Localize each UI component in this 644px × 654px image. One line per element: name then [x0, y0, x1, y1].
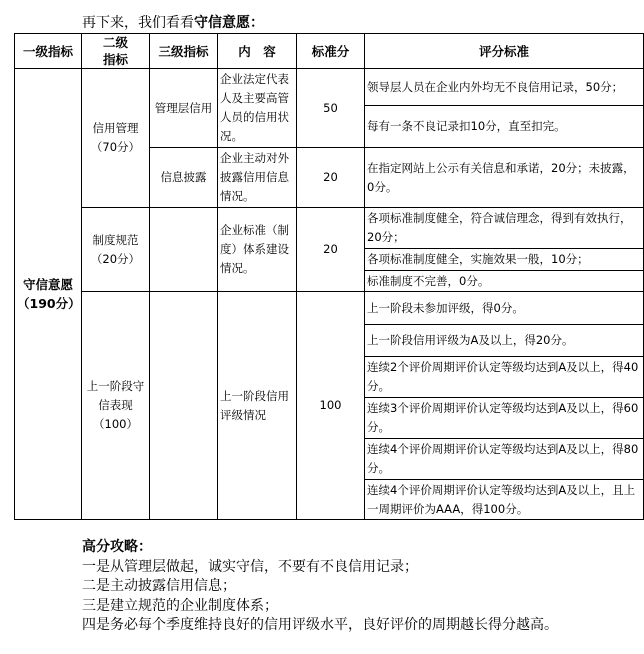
criteria-cell: 各项标准制度健全，实施效果一般，10分；	[365, 249, 644, 271]
tip-item: 三是建立规范的企业制度体系；	[82, 597, 278, 614]
level3-cell	[150, 292, 218, 520]
content-cell: 企业主动对外披露信用信息情况。	[218, 148, 297, 208]
criteria-cell: 连续4个评价周期评价认定等级均达到A及以上，得80分。	[365, 439, 644, 480]
level2-name: 信用管理	[92, 121, 139, 135]
header-content: 内 容	[218, 34, 297, 69]
level2-cell	[82, 292, 150, 520]
criteria-cell: 连续3个评价周期评价认定等级均达到A及以上，得60分。	[365, 398, 644, 439]
score-cell: 50	[297, 69, 365, 148]
level1-score: （190分）	[17, 296, 81, 311]
level3-cell: 管理层信用	[150, 69, 218, 148]
level3-cell	[150, 208, 218, 292]
level2-score: （100）	[93, 417, 138, 431]
level2-name: 制度规范	[92, 232, 139, 247]
criteria-cell: 在指定网站上公示有关信息和承诺，20分；未披露，0分。	[365, 148, 644, 208]
header-criteria: 评分标准	[365, 34, 644, 69]
level2-score: （70分）	[90, 140, 141, 154]
intro-bold: 守信意愿：	[194, 15, 264, 31]
level1-cell	[15, 69, 82, 520]
tips-title: 高分攻略：	[82, 539, 152, 555]
header-level3: 三级指标	[150, 34, 218, 69]
criteria-cell: 连续4个评价周期评价认定等级均达到A及以上，且上一周期评价为AAA，得100分。	[365, 480, 644, 520]
level3-cell: 信息披露	[150, 148, 218, 208]
level2-cell	[82, 69, 150, 208]
score-cell: 20	[297, 148, 365, 208]
level1-name: 守信意愿	[22, 277, 73, 292]
table-row	[15, 208, 644, 249]
tip-item: 二是主动披露信用信息；	[82, 578, 236, 595]
criteria-cell: 上一阶段未参加评级，得0分。	[365, 292, 644, 325]
content-cell: 企业法定代表人及主要高管人员的信用状况。	[218, 69, 297, 148]
intro-text	[82, 12, 264, 32]
table-row	[15, 292, 644, 325]
level2-name: 上一阶段守信表现	[86, 379, 145, 412]
scoring-table	[14, 33, 644, 520]
criteria-cell: 上一阶段信用评级为A及以上，得20分。	[365, 325, 644, 357]
table-row	[15, 69, 644, 106]
tips-section	[82, 538, 558, 636]
tip-item: 一是从管理层做起，诚实守信，不要有不良信用记录；	[82, 558, 418, 575]
level2-cell	[82, 208, 150, 292]
header-score: 标准分	[297, 34, 365, 69]
header-level2: 二级 指标	[82, 34, 150, 69]
header-row	[15, 34, 644, 69]
header-level1: 一级指标	[15, 34, 82, 69]
tip-item: 四是务必每个季度维持良好的信用评级水平，良好评价的周期越长得分越高。	[82, 617, 558, 634]
content-cell: 企业标准（制度）体系建设情况。	[218, 208, 297, 292]
criteria-cell: 每有一条不良记录扣10分，直至扣完。	[365, 106, 644, 148]
score-cell: 20	[297, 208, 365, 292]
criteria-cell: 连续2个评价周期评价认定等级均达到A及以上，得40分。	[365, 357, 644, 398]
criteria-cell: 各项标准制度健全，符合诚信理念，得到有效执行，20分；	[365, 208, 644, 249]
score-cell: 100	[297, 292, 365, 520]
level2-score: （20分）	[90, 251, 141, 266]
intro-prefix: 再下来，我们看看	[82, 15, 194, 31]
criteria-cell: 领导层人员在企业内外均无不良信用记录，50分；	[365, 69, 644, 106]
criteria-cell: 标准制度不完善，0分。	[365, 271, 644, 292]
content-cell: 上一阶段信用评级情况	[218, 292, 297, 520]
